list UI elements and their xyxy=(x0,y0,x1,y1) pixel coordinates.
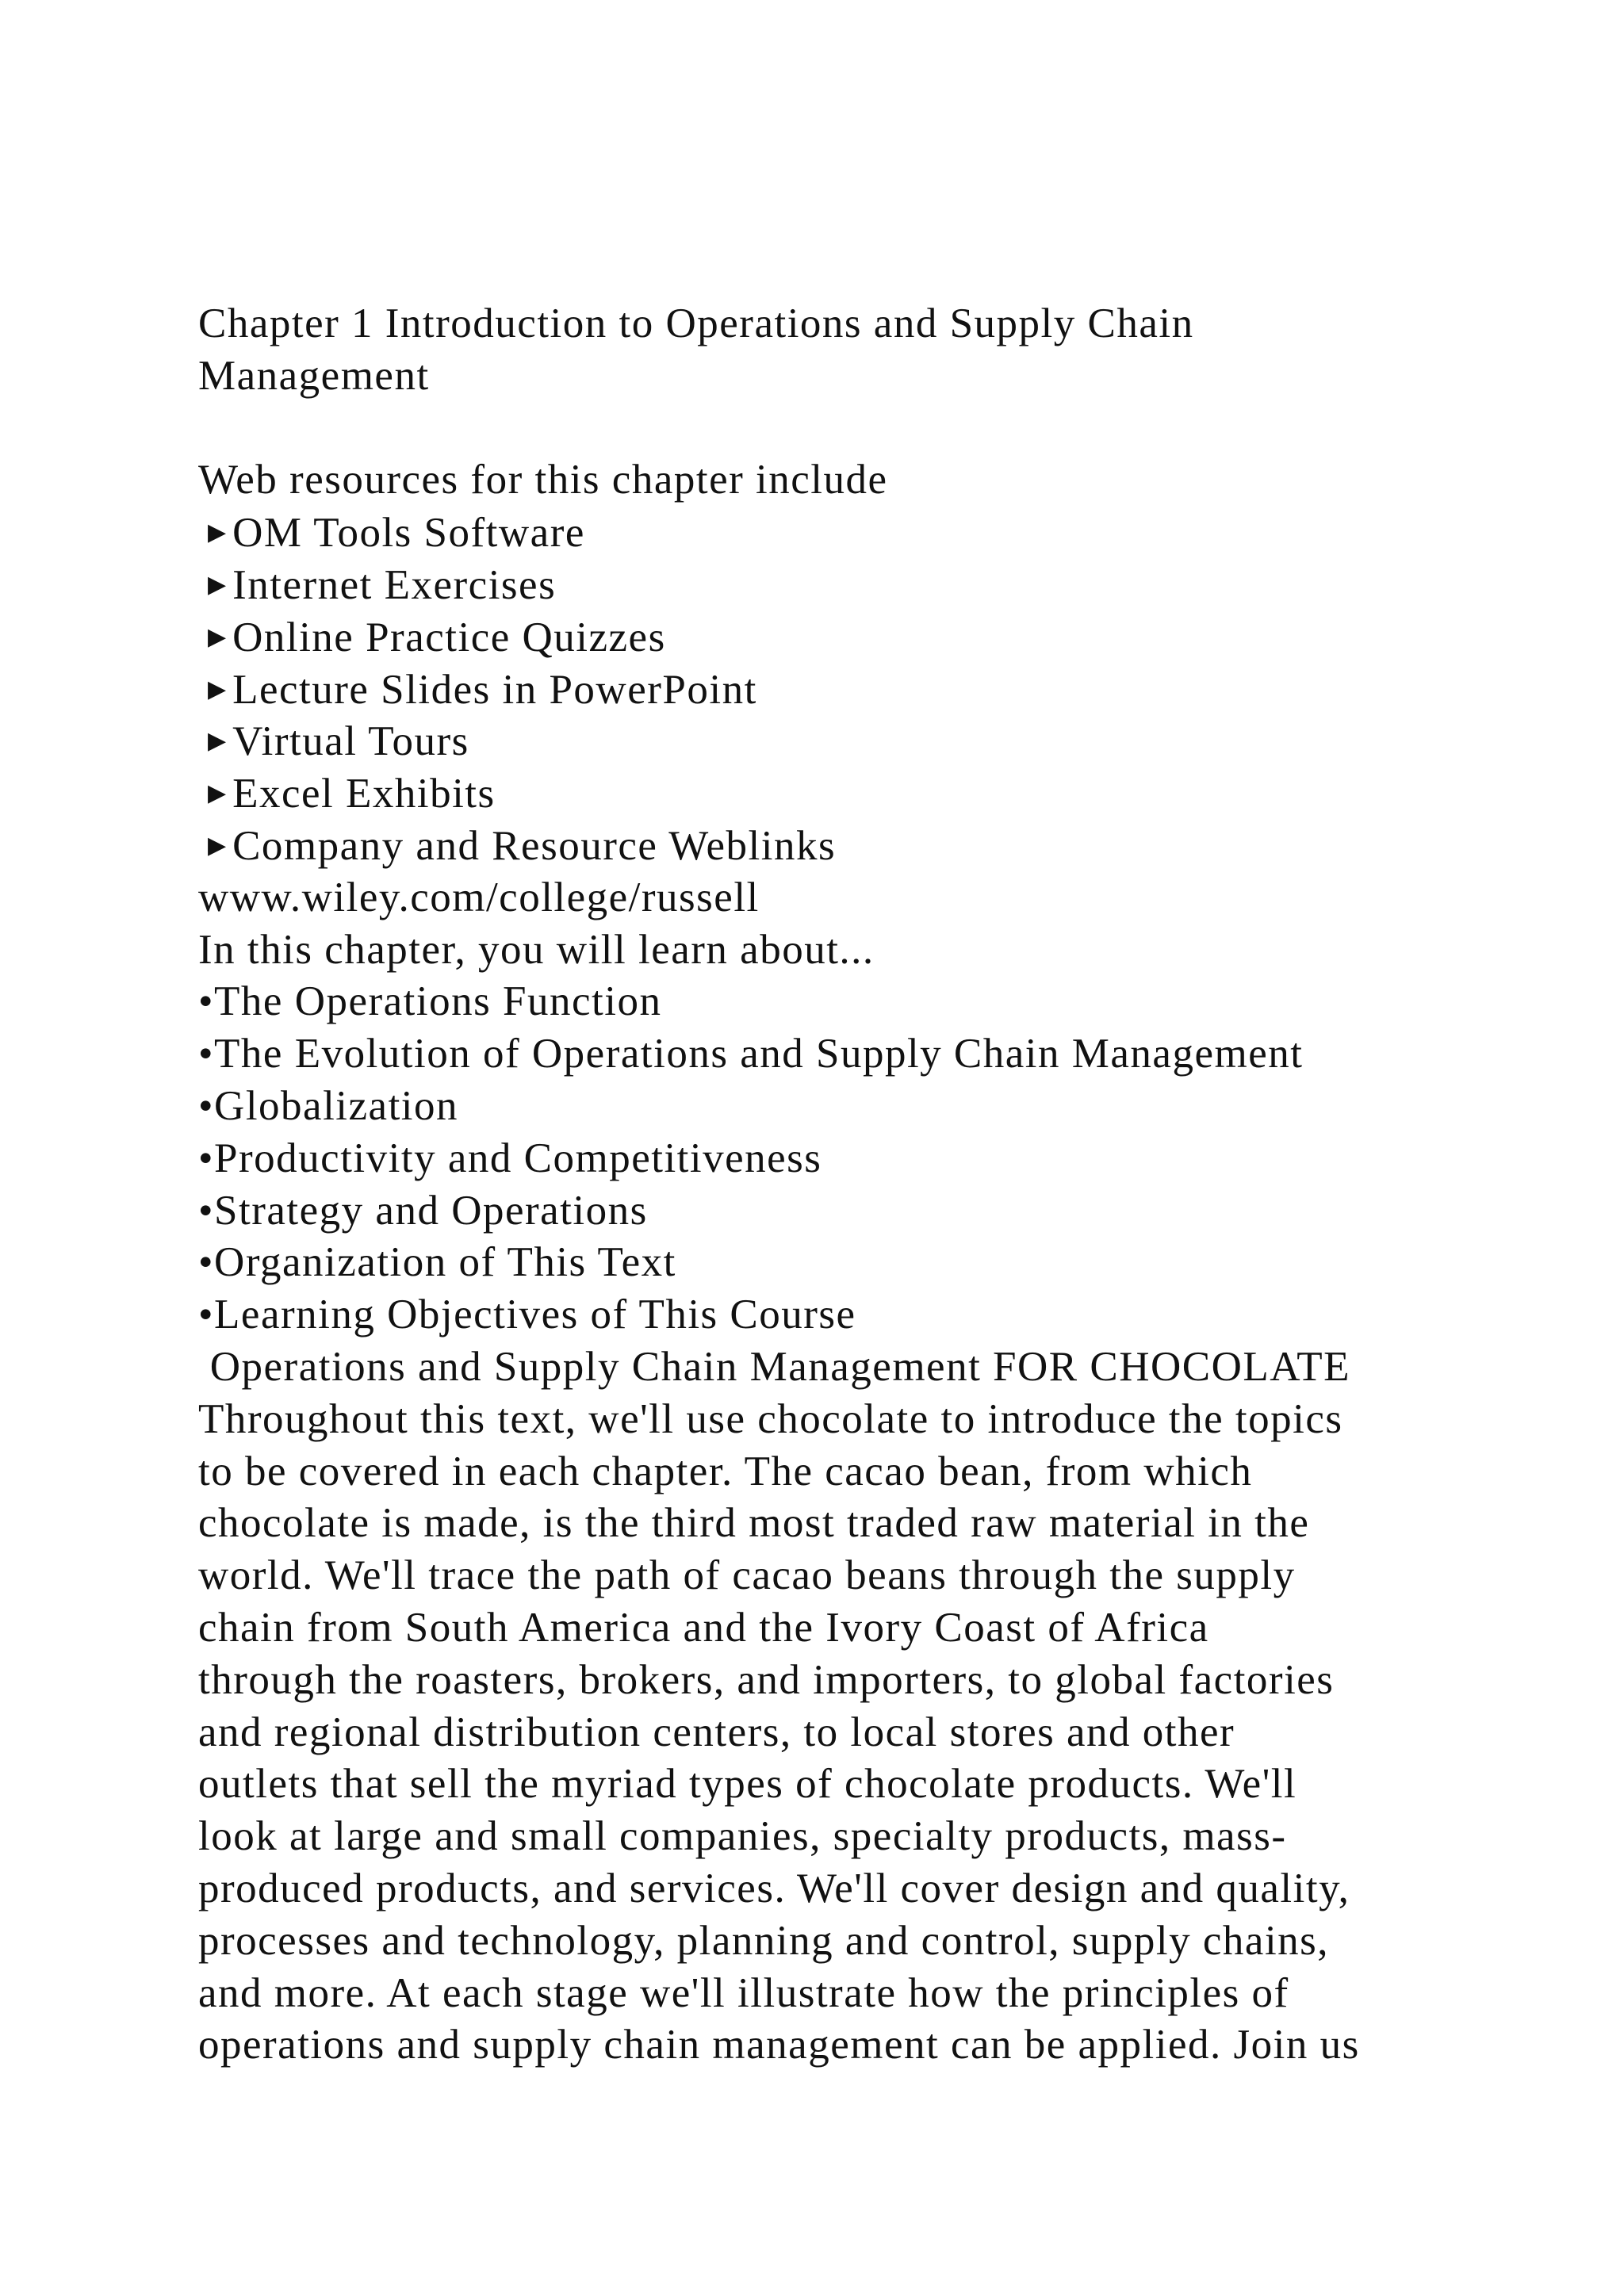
resource-item xyxy=(198,715,1467,767)
document-body xyxy=(198,298,1467,2072)
resource-item xyxy=(198,767,1467,820)
paragraph-line: processes and technology, planning and control, supply chains, xyxy=(198,1917,1330,1964)
triangle-right-icon: ▶ xyxy=(208,728,227,755)
resource-item-label: Internet Exercises xyxy=(232,561,557,608)
chapter-title-line-2: Management xyxy=(198,352,430,399)
learn-item: •The Evolution of Operations and Supply Chain Management xyxy=(198,1031,1304,1077)
resource-item-label: Lecture Slides in PowerPoint xyxy=(232,666,757,713)
chapter-title-line-1: Chapter 1 Introduction to Operations and Supply Chain xyxy=(198,300,1194,346)
learn-item: •Learning Objectives of This Course xyxy=(198,1292,856,1338)
paragraph-line: Throughout this text, we'll use chocolate to introduce the topics xyxy=(198,1395,1343,1442)
learn-item: •Productivity and Competitiveness xyxy=(198,1135,822,1181)
paragraph-line: and regional distribution centers, to local stores and other xyxy=(198,1709,1235,1755)
paragraph-line: operations and supply chain management can be applied. Join us xyxy=(198,2022,1360,2068)
web-resources-intro: Web resources for this chapter include xyxy=(198,457,888,503)
paragraph-line: world. We'll trace the path of cacao beans through the supply xyxy=(198,1552,1296,1599)
resource-item-label: OM Tools Software xyxy=(232,510,585,557)
resource-item xyxy=(198,820,1467,872)
section-heading: Operations and Supply Chain Management FOR CHOCOLATE xyxy=(198,1343,1350,1390)
triangle-right-icon: ▶ xyxy=(208,832,227,859)
resource-item xyxy=(198,559,1467,611)
learn-item: •Globalization xyxy=(198,1082,459,1129)
paragraph-line: chain from South America and the Ivory Coast of Africa xyxy=(198,1604,1209,1651)
paragraph-line: and more. At each stage we'll illustrate how the principles of xyxy=(198,1969,1289,2016)
learn-intro: In this chapter, you will learn about... xyxy=(198,926,875,973)
paragraph-line: to be covered in each chapter. The cacao bean, from which xyxy=(198,1448,1253,1494)
triangle-right-icon: ▶ xyxy=(208,780,227,807)
resource-item xyxy=(198,664,1467,716)
resource-item-label: Excel Exhibits xyxy=(232,771,496,817)
resource-item-label: Online Practice Quizzes xyxy=(232,614,666,660)
paragraph-line: look at large and small companies, specialty products, mass- xyxy=(198,1813,1287,1860)
resource-item xyxy=(198,507,1467,559)
learn-item: •Strategy and Operations xyxy=(198,1187,648,1234)
paragraph-line: produced products, and services. We'll cover design and quality, xyxy=(198,1865,1350,1911)
paragraph-line: through the roasters, brokers, and importers, to global factories xyxy=(198,1656,1335,1703)
resource-item-label: Virtual Tours xyxy=(232,718,469,765)
learn-item: •Organization of This Text xyxy=(198,1239,676,1286)
paragraph-line: chocolate is made, is the third most traded raw material in the xyxy=(198,1500,1310,1547)
resource-item xyxy=(198,611,1467,664)
paragraph-line: outlets that sell the myriad types of chocolate products. We'll xyxy=(198,1761,1297,1808)
learn-item: •The Operations Function xyxy=(198,978,662,1025)
triangle-right-icon: ▶ xyxy=(208,571,227,598)
triangle-right-icon: ▶ xyxy=(208,675,227,702)
resource-url: www.wiley.com/college/russell xyxy=(198,874,760,920)
triangle-right-icon: ▶ xyxy=(208,519,227,546)
spacer xyxy=(198,403,1467,455)
resource-item-label: Company and Resource Weblinks xyxy=(232,822,837,869)
triangle-right-icon: ▶ xyxy=(208,623,227,650)
